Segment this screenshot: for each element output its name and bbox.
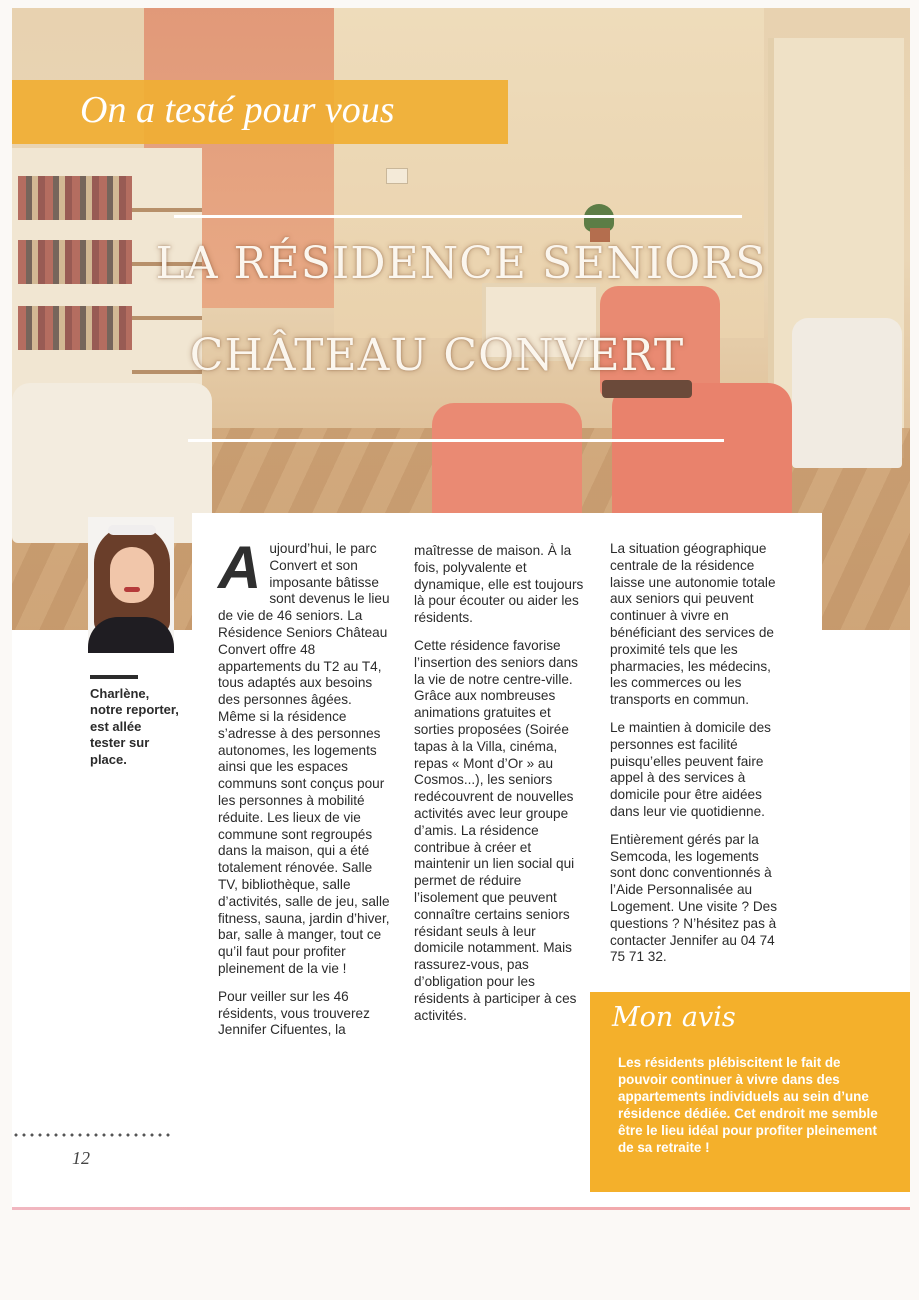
opinion-text: Les résidents plébiscitent le fait de pouvoir continuer à vivre dans des appartements individuels au sein d’une résidence dédiée. Cet endroit me semble être le lieu idéal pour profiter pleinement de sa retraite ! <box>618 1055 878 1155</box>
article-paragraph: La situation géographique centrale de la résidence laisse une autonomie totale aux seniors qui peuvent continuer à vivre en bénéficiant des services de proximité tels que les pharmacies, les médecins, les commerces ou les transports en commun. <box>610 541 776 708</box>
article-column-2 <box>414 543 586 1035</box>
reporter-rule <box>90 675 138 679</box>
page-title-line-1: LA RÉSIDENCE SENIORS <box>155 238 767 289</box>
reporter-caption: Charlène, notre reporter, est allée tester sur place. <box>90 686 179 767</box>
photo-coffee-table <box>602 380 692 398</box>
opinion-box <box>590 992 910 1192</box>
article-column-1 <box>218 534 390 1050</box>
article-column-3 <box>610 541 782 977</box>
page-number: 12 <box>72 1148 90 1168</box>
article-paragraph: Cette résidence favorise l’insertion des seniors dans la vie de notre centre-ville. Grâce aux nombreuses animations gratuites et sorties proposées (Soirée tapas à la Villa, cinéma, repas « Mont d’Or » au Cosmos...), les seniors redécouvrent de nouvelles activités avec leur groupe d’amis. La résidence contribue à créer et maintenir un lien social qui permet de réduire l’isolement que peuvent connaître certains seniors résidant seuls à leur domicile notamment. Mais rassurez-vous, pas d’obligation pour les résidents à participer à ces activités. <box>414 637 578 1023</box>
page-bottom-edge <box>12 1207 910 1210</box>
article-paragraph: maîtresse de maison. À la fois, polyvalente et dynamique, elle est toujours là pour écouter ou aider les résidents. <box>414 543 584 626</box>
drop-cap: A <box>218 534 262 601</box>
opinion-title: Mon avis <box>612 1002 736 1033</box>
photo-wall-sign <box>386 168 408 184</box>
title-rule-bottom <box>188 439 724 442</box>
footer-dotted-rule <box>12 1132 172 1138</box>
title-rule-top <box>174 215 742 218</box>
page-title-line-2: CHÂTEAU CONVERT <box>189 330 685 381</box>
article-paragraph: Le maintien à domicile des personnes est facilité puisqu’elles peuvent faire appel à des services à domicile pour être aidées dans leur vie quotidienne. <box>610 719 771 819</box>
magazine-page <box>12 8 910 1208</box>
section-label: On a testé pour vous <box>80 89 395 131</box>
article-paragraph: Aujourd’hui, le parc Convert et son imposante bâtisse sont devenus le lieu de vie de 46 seniors. La Résidence Seniors Château Convert offre 48 appartements du T2 au T4, tous adaptés aux besoins des personnes âgées. Même si la résidence s’adresse à des personnes autonomes, les logements ainsi que les espaces communs sont conçus pour les personnes à mobilité réduite. Les lieux de vie commune sont regroupés dans la maison, qui a été totalement rénovée. Salle TV, bibliothèque, salle d’activités, salle de jeu, salle fitness, sauna, jardin d’hiver, bar, salle à manger, tout ce qu’il faut pour profiter pleinement de la vie ! <box>218 534 390 976</box>
reporter-photo <box>88 517 174 653</box>
section-banner <box>12 80 508 144</box>
article-paragraph: Pour veiller sur les 46 résidents, vous trouverez Jennifer Cifuentes, la <box>218 988 370 1038</box>
article-paragraph: Entièrement gérés par la Semcoda, les logements sont donc conventionnés à l’Aide Personnalisée au Logement. Une visite ? Des questions ? N’hésitez pas à contacter Jennifer au 04 74 75 71 32. <box>610 831 777 965</box>
